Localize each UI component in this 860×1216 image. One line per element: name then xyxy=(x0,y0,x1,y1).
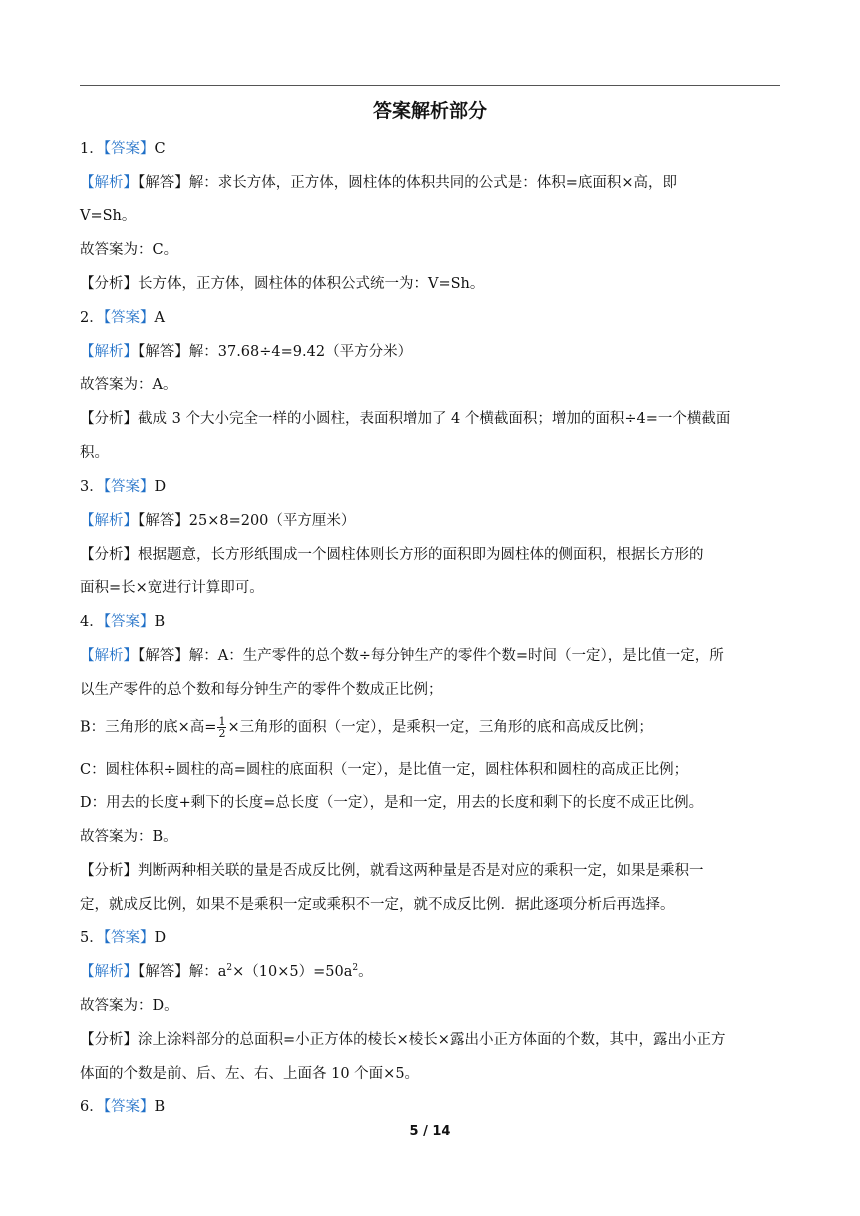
q4-line-b-part1: B：三角形的底×高= xyxy=(80,719,217,736)
q1-jiexi-cont: V=Sh。 xyxy=(80,208,137,224)
q5-conclusion: 故答案为：D。 xyxy=(80,998,179,1014)
q6-number: 6． xyxy=(80,1099,104,1115)
q3-jiexi-line xyxy=(80,511,780,531)
q2-conclusion: 故答案为：A。 xyxy=(80,377,178,393)
answer-tag: 【答案】 xyxy=(103,141,155,157)
q1-analysis: 【分析】长方体，正方体，圆柱体的体积公式统一为：V=Sh。 xyxy=(80,276,485,292)
q4-analysis: 【分析】判断两种相关联的量是否成反比例，就看这两种量是否是对应的乘积一定，如果是乘积一 xyxy=(80,863,704,879)
q6-answer: B xyxy=(154,1099,166,1115)
q1-answer-line xyxy=(80,139,780,159)
q1-jiexi-line xyxy=(80,173,780,193)
jieda-tag: 【解答】 xyxy=(138,648,189,664)
q3-analysis: 【分析】根据题意，长方形纸围成一个圆柱体则长方形的面积即为圆柱体的侧面积，根据长方形的 xyxy=(80,547,704,563)
q2-number: 2． xyxy=(80,310,104,326)
fraction-denominator: 2 xyxy=(218,727,226,740)
q1-number: 1． xyxy=(80,141,104,157)
q3-analysis-cont: 面积=长×宽进行计算即可。 xyxy=(80,580,264,596)
jieda-tag: 【解答】 xyxy=(138,513,189,529)
jiexi-tag: 【解析】 xyxy=(80,175,138,191)
fraction-one-half xyxy=(217,716,226,739)
q5-jiexi-a: 解：a xyxy=(188,964,227,980)
q5-answer: D xyxy=(154,930,167,946)
q2-answer: A xyxy=(154,310,165,326)
answer-tag: 【答案】 xyxy=(103,930,155,946)
q5-analysis-cont: 体面的个数是前、后、左、右、上面各 10 个面×5。 xyxy=(80,1066,420,1082)
q4-number: 4． xyxy=(80,614,104,630)
q2-analysis-cont: 积。 xyxy=(80,445,109,461)
jieda-tag: 【解答】 xyxy=(138,175,189,191)
q5-number: 5． xyxy=(80,930,104,946)
q4-line-b-part2: ×三角形的面积（一定），是乘积一定，三角形的底和高成反比例； xyxy=(227,719,653,736)
jiexi-tag: 【解析】 xyxy=(80,964,138,980)
q4-line-c: C：圆柱体积÷圆柱的高=圆柱的底面积（一定），是比值一定，圆柱体积和圆柱的高成正比例； xyxy=(80,762,689,778)
q6-answer-line xyxy=(80,1097,780,1117)
q3-answer-line xyxy=(80,477,780,497)
jiexi-tag: 【解析】 xyxy=(80,344,138,360)
answer-tag: 【答案】 xyxy=(103,1099,155,1115)
q2-jiexi-line xyxy=(80,342,780,362)
q4-line-b xyxy=(80,716,780,739)
q1-answer: C xyxy=(154,141,166,157)
q3-answer: D xyxy=(154,479,167,495)
q5-jiexi-line xyxy=(80,962,780,982)
q4-answer-line xyxy=(80,612,780,632)
jiexi-tag: 【解析】 xyxy=(80,513,138,529)
section-title: 答案解析部分 xyxy=(372,100,487,122)
q1-conclusion: 故答案为：C。 xyxy=(80,242,179,258)
q4-line-d: D：用去的长度+剩下的长度=总长度（一定），是和一定，用去的长度和剩下的长度不成正比例。 xyxy=(80,795,704,811)
q5-analysis: 【分析】涂上涂料部分的总面积=小正方体的棱长×棱长×露出小正方体面的个数，其中，露出小正方 xyxy=(80,1032,726,1048)
q4-answer: B xyxy=(154,614,166,630)
q4-jiexi-cont: 以生产零件的总个数和每分钟生产的零件个数成正比例； xyxy=(80,682,443,698)
jieda-tag: 【解答】 xyxy=(138,964,189,980)
answer-tag: 【答案】 xyxy=(103,310,155,326)
q4-conclusion: 故答案为：B。 xyxy=(80,829,178,845)
jiexi-tag: 【解析】 xyxy=(80,648,138,664)
q3-number: 3． xyxy=(80,479,104,495)
fraction-numerator: 1 xyxy=(218,715,226,728)
exponent: 2 xyxy=(226,963,233,973)
top-rule xyxy=(80,85,780,86)
q4-jiexi: 解：A：生产零件的总个数÷每分钟生产的零件个数=时间（一定），是比值一定，所 xyxy=(188,648,724,664)
exponent: 2 xyxy=(352,963,359,973)
jieda-tag: 【解答】 xyxy=(138,344,189,360)
q3-jiexi: 25×8=200（平方厘米） xyxy=(188,513,356,529)
q2-answer-line xyxy=(80,308,780,328)
q2-jiexi: 解：37.68÷4=9.42（平方分米） xyxy=(188,344,413,360)
q4-jiexi-line xyxy=(80,646,780,666)
q2-analysis: 【分析】截成 3 个大小完全一样的小圆柱，表面积增加了 4 个横截面积；增加的面积÷4=一个横截面 xyxy=(80,411,731,427)
q5-jiexi-b: ×（10×5）=50a xyxy=(232,964,353,980)
q4-analysis-cont: 定，就成反比例，如果不是乘积一定或乘积不一定，就不成反比例．据此逐项分析后再选择。 xyxy=(80,897,675,913)
q5-answer-line xyxy=(80,928,780,948)
page-number: 5 / 14 xyxy=(409,1124,451,1139)
q1-jiexi: 解：求长方体，正方体，圆柱体的体积共同的公式是：体积=底面积×高，即 xyxy=(188,175,678,191)
q5-jiexi-c: 。 xyxy=(358,964,373,980)
answer-tag: 【答案】 xyxy=(103,614,155,630)
answer-tag: 【答案】 xyxy=(103,479,155,495)
